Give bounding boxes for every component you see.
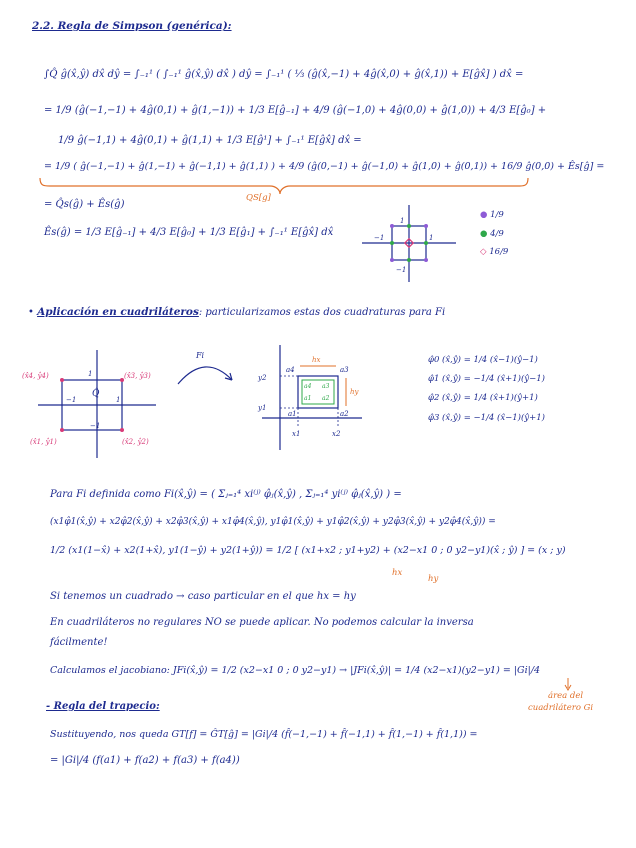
mapping-line-7: Calculamos el jacobiano: JFi(x̂,ŷ) = 1/2 (x2−x1 0 ; 0 y2−y1) → |JFi(x̂,ŷ)| = 1/4 (x2−x1)(y2−y1) = |Gi|/4 [50, 665, 541, 676]
simpson-line-6: Ês(ĝ) = 1/3 E[ĝ₋₁] + 4/3 E[ĝ₀] + 1/3 E[ĝ₁] + ∫₋₁¹ E[ĝx̂] dx̂ [44, 227, 334, 238]
ref-tick-left: −1 [66, 396, 77, 404]
simpson-tick-bottom: −1 [396, 266, 407, 274]
area-note-2: cuadrilátero Gi [528, 703, 594, 713]
brace-label: QS[g] [246, 193, 271, 203]
mapping-line-6: fácilmente! [50, 637, 108, 648]
phys-hy: hy [350, 388, 359, 396]
legend-label-16-9: 16/9 [489, 247, 509, 257]
reference-element-diagram [22, 350, 156, 458]
ref-corner-1: (x̂1, ŷ1) [30, 438, 57, 446]
phys-x1: x1 [292, 430, 301, 438]
basis-phi-0: φ̂0 (x̂,ŷ) = 1/4 (x̂−1)(ŷ−1) [428, 355, 538, 365]
simpson-line-2: = 1/9 (ĝ(−1,−1) + 4ĝ(0,1) + ĝ(1,−1)) + 1/3 E[ĝ₋₁] + 4/9 (ĝ(−1,0) + 4ĝ(0,0) + ĝ(1,0)) + 4/3 E[ĝ₀] + [44, 105, 547, 116]
phys-y1: y1 [258, 404, 267, 412]
simpson-line-5: = Q̂s(ĝ) + Ês(ĝ) [44, 199, 125, 210]
ref-tick-top: 1 [88, 370, 93, 378]
weight-point-edge [424, 241, 428, 245]
legend-label-4-9: 4/9 [490, 229, 504, 239]
ref-center-label: Q̂ [92, 389, 100, 399]
ref-vertex [60, 378, 64, 382]
simpson-tick-right: 1 [429, 234, 434, 242]
map-label: Fi [196, 351, 205, 360]
basis-phi-1: φ̂1 (x̂,ŷ) = −1/4 (x̂+1)(ŷ−1) [428, 374, 545, 384]
quad-subtitle: : particularizamos estas dos cuadraturas para Fi [198, 307, 446, 318]
ref-corner-3: (x̂3, ŷ3) [124, 372, 151, 380]
mapping-line-4: Si tenemos un cuadrado → caso particular en el que hx = hy [50, 591, 356, 602]
simpson-diagram [362, 205, 456, 282]
ref-vertex [60, 428, 64, 432]
weight-point-edge [407, 258, 411, 262]
hx-note: hx [392, 568, 403, 578]
phys-a1-outer: a1 [288, 410, 297, 418]
phys-x2: x2 [332, 430, 341, 438]
phys-hx: hx [312, 356, 321, 364]
phys-a4-inner: a4 [304, 383, 312, 390]
phys-rect [298, 376, 338, 408]
phys-a2-inner: a2 [322, 395, 330, 402]
trapezoid-title: - Regla del trapecio: [46, 701, 160, 712]
section-title: 2.2. Regla de Simpson (genérica): [32, 20, 232, 32]
simpson-line-1: ∫Q̂ ĝ(x̂,ŷ) dx̂ dŷ = ∫₋₁¹ ( ∫₋₁¹ ĝ(x̂,ŷ) dx̂ ) dŷ = ∫₋₁¹ ( ⅓ (ĝ(x̂,−1) + 4ĝ(x̂,0) + ĝ(x̂,1)) + E[ĝx̂] ) dx̂ = [44, 69, 524, 80]
mapping-line-3: 1/2 (x1(1−x̂) + x2(1+x̂), y1(1−ŷ) + y2(1+ŷ)) = 1/2 [ (x1+x2 ; y1+y2) + (x2−x1 0 ; 0 y2−y1)(x̂ ; ŷ) ] = (x ; y) [50, 545, 566, 556]
mapping-line-5: En cuadriláteros no regulares NO se puede aplicar. No podemos calcular la inversa [50, 617, 474, 628]
phys-a2-outer: a2 [340, 410, 349, 418]
ref-tick-bottom: −1 [90, 422, 101, 430]
trapezoid-line-2: = |Gi|/4 (f(a1) + f(a2) + f(a3) + f(a4)) [50, 755, 240, 766]
phys-y2: y2 [258, 374, 267, 382]
basis-phi-2: φ̂2 (x̂,ŷ) = 1/4 (x̂+1)(ŷ+1) [428, 393, 538, 403]
mapping-line-1: Para Fi definida como Fi(x̂,ŷ) = ( Σⱼ₌₁⁴ xi⁽ʲ⁾ φ̂ⱼ(x̂,ŷ) , Σⱼ₌₁⁴ yi⁽ʲ⁾ φ̂ⱼ(x̂,ŷ) ) = [50, 489, 402, 500]
area-note-1: área del [548, 691, 584, 701]
simpson-tick-top: 1 [400, 217, 405, 225]
weight-point-edge [390, 241, 394, 245]
mapping-line-2: (x1φ̂1(x̂,ŷ) + x2φ̂2(x̂,ŷ) + x2φ̂3(x̂,ŷ) + x1φ̂4(x̂,ŷ), y1φ̂1(x̂,ŷ) + y1φ̂2(x̂,ŷ) + y2φ̂3(x̂,ŷ) + y2φ̂4(x̂,ŷ)) = [50, 517, 496, 527]
ref-tick-right: 1 [116, 396, 121, 404]
legend-item-16-9: ◇ 16/9 [480, 247, 509, 257]
simpson-tick-left: −1 [374, 234, 385, 242]
ref-corner-4: (x̂4, ŷ4) [22, 372, 49, 380]
phys-a4-outer: a4 [286, 366, 295, 374]
ref-vertex [120, 428, 124, 432]
legend-item-1-9: ● 1/9 [480, 210, 504, 220]
weight-point-corner [424, 258, 428, 262]
phys-a3-outer: a3 [340, 366, 349, 374]
weight-point-corner [390, 224, 394, 228]
weight-point-corner [424, 224, 428, 228]
phys-a3-inner: a3 [322, 383, 330, 390]
physical-element-diagram [257, 345, 362, 450]
simpson-line-4: = 1/9 ( ĝ(−1,−1) + ĝ(1,−1) + ĝ(−1,1) + ĝ(1,1) ) + 4/9 (ĝ(0,−1) + ĝ(−1,0) + ĝ(1,0) + ĝ(0,1)) + 16/9 ĝ(0,0) + Ês[ĝ] = [44, 161, 605, 172]
weight-point-edge [407, 224, 411, 228]
quad-heading: • Aplicación en cuadriláteros: particularizamos estas dos cuadraturas para Fi [28, 306, 446, 318]
weight-point-corner [390, 258, 394, 262]
trapezoid-line-1: Sustituyendo, nos queda GT[f] = ĜT[ĝ] = |Gi|/4 (f̂(−1,−1) + f̂(−1,1) + f̂(1,−1) + f̂(1,1)) = [50, 729, 478, 740]
mapping-arrow [178, 367, 232, 384]
basis-phi-3: φ̂3 (x̂,ŷ) = −1/4 (x̂−1)(ŷ+1) [428, 413, 545, 423]
phys-a1-inner: a1 [304, 395, 312, 402]
ref-corner-2: (x̂2, ŷ2) [122, 438, 149, 446]
legend-item-4-9: ● 4/9 [480, 229, 504, 239]
quad-title: Aplicación en cuadriláteros [37, 306, 199, 318]
simpson-line-3: 1/9 ĝ(−1,1) + 4ĝ(0,1) + ĝ(1,1) + 1/3 E[ĝ¹] + ∫₋₁¹ E[ĝx̂] dx̂ = [58, 135, 362, 146]
hy-note: hy [428, 574, 439, 584]
legend-label-1-9: 1/9 [490, 210, 504, 220]
orange-brace [40, 178, 528, 194]
